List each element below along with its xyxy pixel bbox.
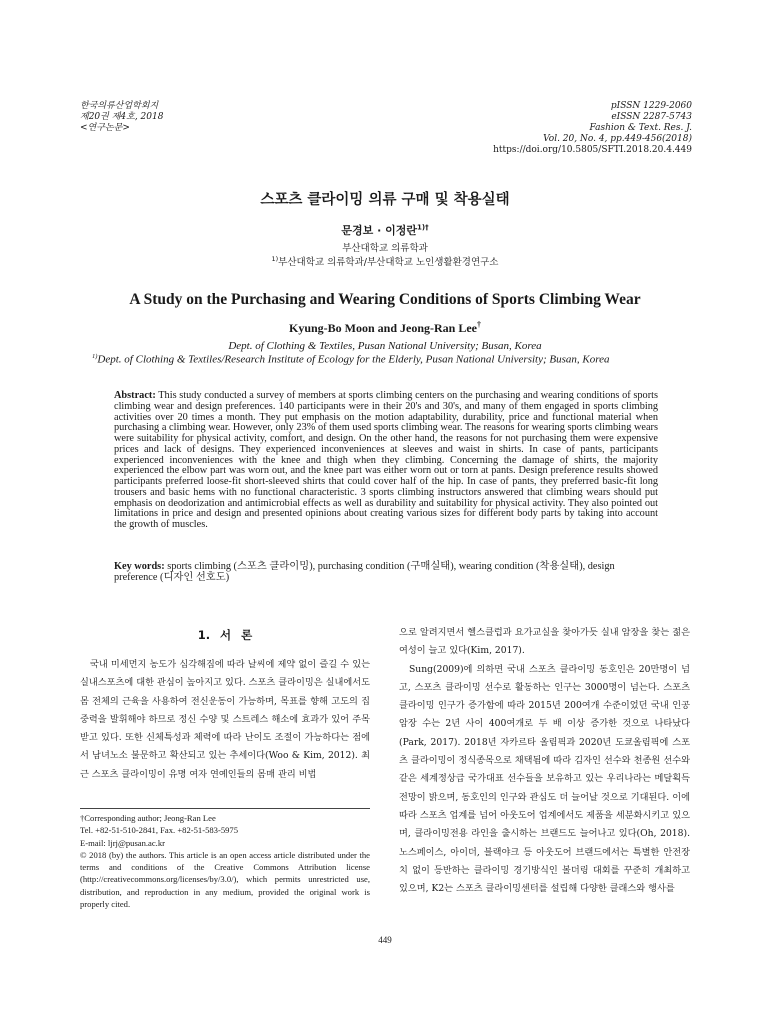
korean-author-mark: 1)† (417, 223, 429, 232)
korean-affiliation-mark: 1) (271, 254, 279, 263)
journal-volume-korean: 제20권 제4호, 2018 (80, 112, 164, 122)
journal-header-right (493, 101, 692, 156)
abstract (114, 391, 658, 531)
footnote (80, 812, 370, 910)
keywords-label: Key words: (114, 561, 165, 572)
korean-affiliation-2 (0, 254, 770, 268)
journal-abbreviation: Fashion & Text. Res. J. (589, 123, 692, 133)
page-number: 449 (378, 935, 392, 945)
korean-affiliation-1: 부산대학교 의류학과 (342, 243, 428, 254)
section-heading-introduction: 1. 서 론 (197, 628, 253, 642)
english-author-mark: † (477, 320, 482, 329)
korean-authors (0, 222, 770, 238)
print-issn: pISSN 1229-2060 (610, 101, 692, 111)
abstract-text: This study conducted a survey of members at sports climbing centers on the purchasing and wearing conditions of sports climbing wear and design preferences. 140 participants were in their 20's and 30's, and many of them engaged in sports climbing activities over 20 times a month. They put emphasis on the motion adaptability, durability, price and functional material when purchasing a climbing wear. However, only 23% of them used sports climbing wear. The reasons for wearing sports climbing wears were suitability for physical activity, comfort, and design. On the other hand, the reasons for not purchasing them were expensive prices and lack of designs. They experienced inconveniences at sleeves and waist in shirts. In case of pants, participants experienced inconveniences with the knee and thigh when they climbing. Concerning the damage of shirts, the majority experienced the elbow part was worn out, and the knee part was either worn out or torn at pants. Design preference results showed participants preferred loose-fit short-sleeved shirts that could cover half of the hip. In case of pants, they preferred basic-fit long trousers and basic hems with no functional characteristic. 3 sports climbing instructors answered that climbing wears should put emphasis on deodorization and antimicrobial effects as well as durability and suitability for physical activity. They also pointed out limitations in price and design and presented opinions about creating various sizes for different body parts by taking into account the growth of muscles. (114, 390, 659, 530)
article-type: <연구논문> (80, 123, 130, 133)
body-column-left (80, 656, 370, 784)
footnote-divider (80, 808, 370, 809)
english-affiliation-mark: 1) (92, 353, 98, 360)
volume-pages: Vol. 20, No. 4, pp.449-456(2018) (543, 134, 692, 144)
license-notice: © 2018 (by) the authors. This article is an open access article distributed under the terms and conditions of the Creative Commons Attribution license (http://creativecommons.org/licenses/by/3.0/), which permits unrestricted use, distribution, and reproduction in any medium, provided the original work is properly cited. (80, 849, 370, 910)
contact-email[interactable]: E-mail: ljrj@pusan.ac.kr (80, 837, 165, 848)
intro-paragraph-2: Sung(2009)에 의하면 국내 스포츠 클라이밍 동호인은 20만명이 넘고, 스포츠 클라이밍 선수로 활동하는 인구는 3000명이 넘는다. 스포츠 클라이밍 인구가 증가함에 따라 2015년 200여개 수준이었던 국내 인공암장 수는 2년 사이 400여개로 두 배 이상 증가한 것으로 나타났다(Park, 2017). 2018년 자카르타 올림픽과 2020년 도쿄올림픽에 스포츠 클라이밍이 정식종목으로 채택됨에 따라 김자인 선수와 천종원 선수와 같은 세계정상급 국가대표 선수들을 보유하고 있는 우리나라는 메달획득 전망이 밝으며, 동호인의 인구와 관심도 더 늘어날 것으로 기대된다. 이에 따라 스포츠 업계를 넘어 아웃도어 업계에서도 제품을 세분화시키고 있으며, 클라이밍전용 라인을 출시하는 브랜드도 늘어나고 있다(Oh, 2018). 노스페이스, 아이더, 블랙야크 등 아웃도어 브랜드에서는 특별한 안전장치 없이 등반하는 클라이밍 경기방식인 볼더링 대회를 꾸준히 개최하고 있으며, K2는 스포츠 클라이밍센터를 설립해 다양한 클래스와 행사를 (399, 663, 690, 895)
intro-paragraph-1: 국내 미세먼지 농도가 심각해짐에 따라 날씨에 제약 없이 즐길 수 있는 실내스포츠에 대한 관심이 높아지고 있다. 스포츠 클라이밍은 실내에서도 몸 전체의 근육을 사용하여 전신운동이 가능하며, 목표를 향해 고도의 집중력을 발휘해야 하므로 정신 수양 및 스트레스 해소에 효과가 있어 주목받고 있다. 또한 신체특성과 체력에 따라 난이도 조절이 가능하다는 점에서 남녀노소 불문하고 확산되고 있는 추세이다(Woo & Kim, 2012). 최근 스포츠 클라이밍이 유명 여자 연예인들의 몸매 관리 비법 (80, 659, 370, 780)
corresponding-author: †Corresponding author; Jeong-Ran Lee (80, 813, 216, 823)
korean-title: 스포츠 클라이밍 의류 구매 및 착용실태 (260, 192, 510, 208)
english-affiliation-1: Dept. of Clothing & Textiles, Pusan National University; Busan, Korea (228, 340, 542, 352)
keywords-text: sports climbing (스포츠 클라이밍), purchasing condition (구매실태), wearing condition (착용실태), design preference (디자인 선호도) (114, 561, 615, 583)
journal-name-korean: 한국의류산업학회지 (80, 101, 159, 111)
english-authors (0, 320, 770, 336)
intro-paragraph-1-continued: 으로 알려지면서 헬스클럽과 요가교실을 찾아가듯 실내 암장을 찾는 젊은 여성이 늘고 있다(Kim, 2017). (399, 627, 690, 657)
journal-header-left (80, 101, 163, 134)
abstract-label: Abstract: (114, 390, 156, 401)
electronic-issn: eISSN 2287-5743 (611, 112, 692, 122)
english-author-names: Kyung-Bo Moon and Jeong-Ran Lee (288, 321, 478, 335)
english-affiliation-2-text: Dept. of Clothing & Textiles/Research Institute of Ecology for the Elderly, Pusan National University; Busan, Korea (97, 353, 610, 366)
korean-author-names: 문경보 · 이정란 (341, 224, 417, 237)
korean-affiliation-2-text: 부산대학교 의류학과/부산대학교 노인생활환경연구소 (278, 257, 499, 268)
doi-link[interactable]: https://doi.org/10.5805/SFTI.2018.20.4.449 (493, 145, 692, 155)
english-affiliation-2 (92, 353, 609, 366)
keywords (114, 561, 658, 583)
body-column-right (399, 624, 690, 898)
english-title: A Study on the Purchasing and Wearing Conditions of Sports Climbing Wear (129, 291, 641, 308)
contact-phone-fax: Tel. +82-51-510-2841, Fax. +82-51-583-5975 (80, 825, 239, 836)
